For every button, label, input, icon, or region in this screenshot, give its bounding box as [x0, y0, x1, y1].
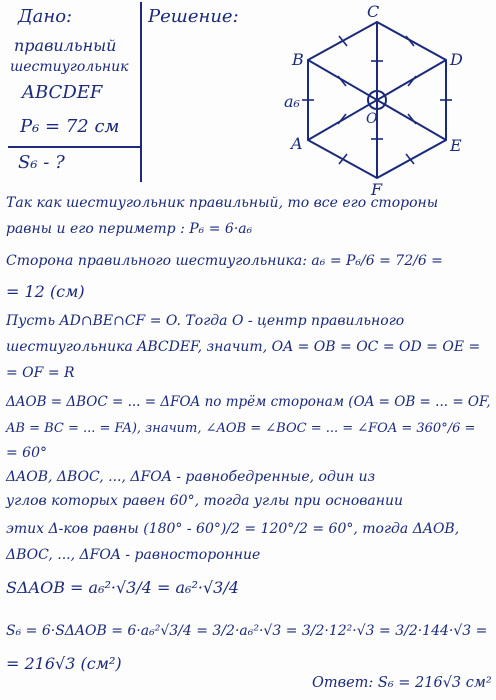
given-heading: Дано: — [18, 6, 73, 27]
find-text: S₆ - ? — [18, 152, 65, 173]
answer-text: Ответ: S₆ = 216√3 см² — [312, 675, 492, 691]
vertex-label-e: E — [450, 136, 462, 155]
vertex-label-d: D — [450, 50, 463, 69]
solution-line-6: шестиугольника ABCDEF, значит, OA = OB = OC = OD = OE = — [6, 339, 481, 355]
solution-line-10: = 60° — [6, 445, 47, 461]
solution-line-17: = 216√3 (см²) — [6, 654, 122, 673]
given-line-2: шестиугольник — [10, 59, 129, 75]
given-perimeter: P₆ = 72 см — [20, 116, 120, 137]
solution-line-9: AB = BC = ... = FA), значит, ∠AOB = ∠BOC = ... = ∠FOA = 360°/6 = — [6, 421, 476, 436]
solution-line-14: ΔBOC, ..., ΔFOA - равносторонние — [6, 547, 261, 563]
given-hexagon-name: ABCDEF — [22, 82, 103, 103]
solution-line-2: равны и его периметр : P₆ = 6·a₆ — [6, 221, 253, 237]
solution-line-11: ΔAOB, ΔBOC, ..., ΔFOA - равнобедренные, один из — [6, 469, 376, 485]
vertex-label-b: B — [292, 50, 304, 69]
solution-line-1: Так как шестиугольник правильный, то все его стороны — [6, 195, 439, 211]
given-line-1: правильный — [14, 36, 117, 55]
center-label-o: O — [366, 111, 378, 127]
solution-line-13: этих Δ-ков равны (180° - 60°)/2 = 120°/2 = 60°, тогда ΔAOB, — [6, 521, 460, 537]
solution-line-5: Пусть AD∩BE∩CF = O. Тогда O - центр правильного — [6, 313, 405, 329]
vertex-label-a: A — [291, 134, 303, 153]
solution-line-3: Сторона правильного шестиугольника: a₆ = P₆/6 = 72/6 = — [6, 253, 443, 269]
side-label-a6: a₆ — [284, 92, 300, 111]
solution-line-7: = OF = R — [6, 365, 75, 381]
vertex-label-c: C — [367, 2, 380, 21]
solution-line-15: SΔAOB = a₆²·√3/4 = a₆²·√3/4 — [6, 578, 239, 597]
solution-heading: Решение: — [148, 6, 239, 27]
solution-line-8: ΔAOB = ΔBOC = ... = ΔFOA по трём сторонам (OA = OB = ... = OF, — [6, 394, 491, 410]
vertex-label-f: F — [371, 180, 383, 199]
solution-line-16: S₆ = 6·SΔAOB = 6·a₆²√3/4 = 3/2·a₆²·√3 = 3/2·12²·√3 = 3/2·144·√3 = — [6, 623, 488, 639]
solution-line-12: углов которых равен 60°, тогда углы при основании — [6, 493, 403, 509]
solution-line-4: = 12 (см) — [6, 282, 85, 301]
